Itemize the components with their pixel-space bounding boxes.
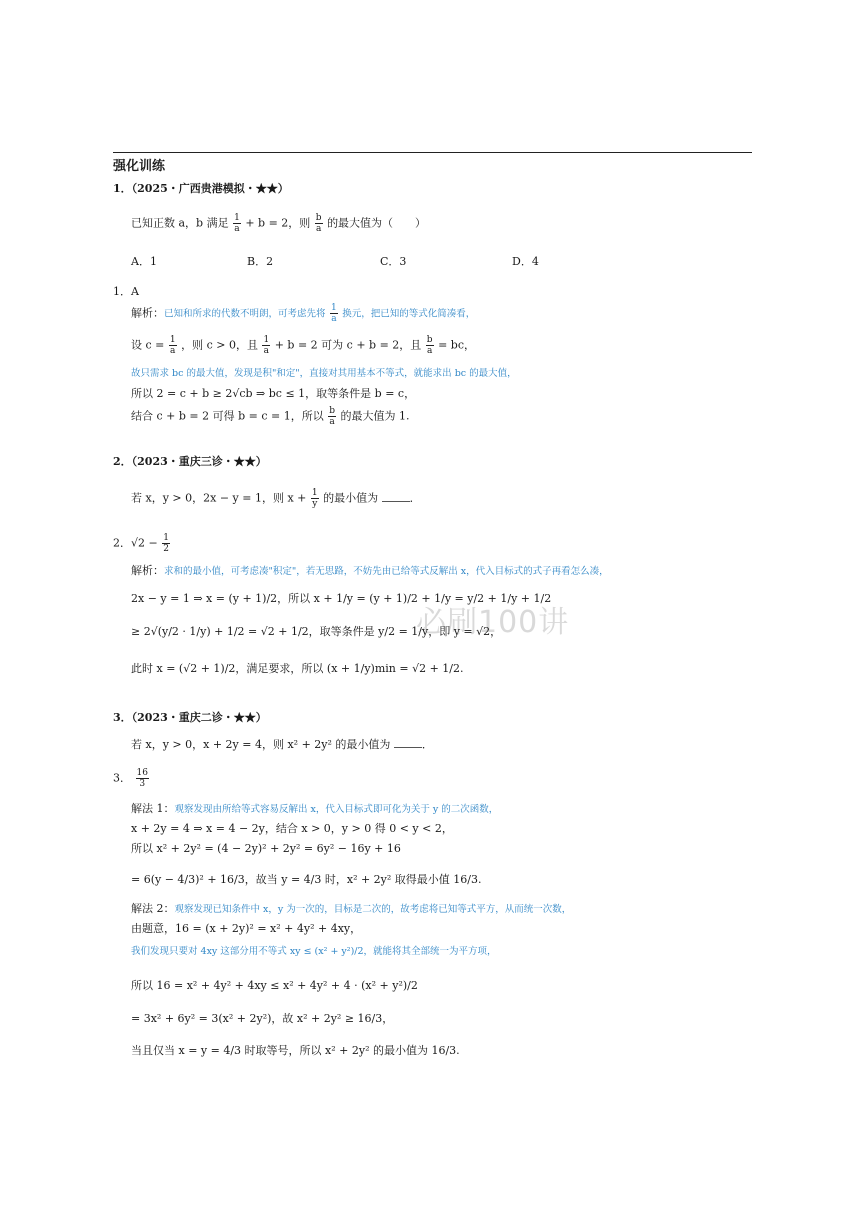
a3-s1-line-2: x + 2y = 4 ⇒ x = 4 − 2y，结合 x > 0，y > 0 得 0 < y < 2， — [131, 822, 453, 835]
a1-line-5: 结合 c + b = 2 可得 b = c = 1，所以 $\frac{b}{a}$ 的最大值为 1. — [131, 406, 410, 427]
a2-line-1: 解析：求和的最小值，可考虑凑"积定"，若无思路，不妨先由已给等式反解出 x，代入目标式的式子再看怎么凑， — [131, 564, 609, 577]
q1-option-d: D．4 — [512, 255, 539, 268]
a1-line-2: 设 c = $\frac{1}{a}$ ，则 c > 0，且 $\frac{1}{a}$ + b = 2 可为 c + b = 2，且 $\frac{b}{a}$ = bc， — [131, 335, 475, 356]
a3-s2-line-4: 所以 16 = x² + 4y² + 4xy ≤ x² + 4y² + 4 · (x² + y²)/2 — [131, 979, 418, 992]
a2-line-3: ≥ 2√(y/2 · 1/y) + 1/2 = √2 + 1/2，取等条件是 y/2 = 1/y，即 y = √2， — [131, 625, 502, 638]
a3-s1-line-4: = 6(y − 4/3)² + 16/3，故当 y = 4/3 时，x² + 2y² 取得最小值 16/3. — [131, 873, 482, 886]
q1-fraction-1-over-a: $\frac{1}{a}$ — [234, 213, 240, 234]
a3-s1-line-3: 所以 x² + 2y² = (4 − 2y)² + 2y² = 6y² − 16y + 16 — [131, 842, 401, 855]
q2-header: 2．（2023・重庆三诊・★★） — [113, 455, 267, 468]
q2-stem: 若 x，y > 0，2x − y = 1，则 x + $\frac{1}{y}$ 的最小值为 ． — [131, 488, 421, 509]
a1-line-3: 故只需求 bc 的最大值，发现是积"和定"，直接对其用基本不等式，就能求出 bc 的最大值， — [131, 368, 517, 379]
a2-line-4: 此时 x = (√2 + 1)/2，满足要求，所以 (x + 1/y)min = √2 + 1/2. — [131, 662, 464, 675]
a3-s2-line-6: 当且仅当 x = y = 4/3 时取等号，所以 x² + 2y² 的最小值为 16/3. — [131, 1044, 460, 1057]
q1-option-b: B．2 — [247, 255, 274, 268]
q3-answer-blank — [394, 737, 422, 748]
q2-answer-blank — [382, 491, 410, 502]
a3-s2-line-1: 解法 2：观察发现已知条件中 x，y 为一次的，目标是二次的，故考虑将已知等式平方，从而统一次数， — [131, 902, 572, 915]
a3-s2-line-5: = 3x² + 6y² = 3(x² + 2y²)，故 x² + 2y² ≥ 16/3， — [131, 1012, 394, 1025]
a2-answer: 2．√2 − $\frac{1}{2}$ — [113, 533, 169, 554]
q1-option-c: C．3 — [380, 255, 407, 268]
a1-line-1: 解析：已知和所求的代数不明朗，可考虑先将 $\frac{1}{a}$ 换元，把已知的等式化简凑看， — [131, 303, 476, 324]
section-title: 强化训练 — [113, 159, 166, 174]
a3-s2-line-2: 由题意，16 = (x + 2y)² = x² + 4y² + 4xy， — [131, 922, 362, 935]
q3-header: 3．（2023・重庆二诊・★★） — [113, 711, 267, 724]
a3-s1-line-1: 解法 1：观察发现由所给等式容易反解出 x，代入目标式即可化为关于 y 的二次函数， — [131, 802, 499, 815]
a3-s2-line-3: 我们发现只要对 4xy 这部分用不等式 xy ≤ (x² + y²)/2，就能将其全部统一为平方项， — [131, 946, 497, 957]
a3-answer: 3． $\frac{16}{3}$ — [113, 768, 148, 789]
a1-line-4: 所以 2 = c + b ≥ 2√cb ⇒ bc ≤ 1，取等条件是 b = c， — [131, 387, 416, 400]
watermark-text: 必刷100讲 — [416, 605, 570, 640]
q1-header: 1．（2025・广西贵港模拟・★★） — [113, 182, 289, 195]
q3-stem: 若 x，y > 0，x + 2y = 4，则 x² + 2y² 的最小值为 ． — [131, 738, 433, 751]
a2-line-2: 2x − y = 1 ⇒ x = (y + 1)/2，所以 x + 1/y = (y + 1)/2 + 1/y = y/2 + 1/y + 1/2 — [131, 592, 552, 605]
q1-stem: 已知正数 a，b 满足 $\frac{1}{a}$ + b = 2，则 $\frac{b}{a}$ 的最大值为（ ） — [131, 213, 427, 234]
q1-fraction-b-over-a: $\frac{b}{a}$ — [315, 213, 322, 234]
q1-option-a: A．1 — [131, 255, 157, 268]
a1-answer: 1．A — [113, 285, 139, 298]
top-rule — [113, 152, 752, 153]
